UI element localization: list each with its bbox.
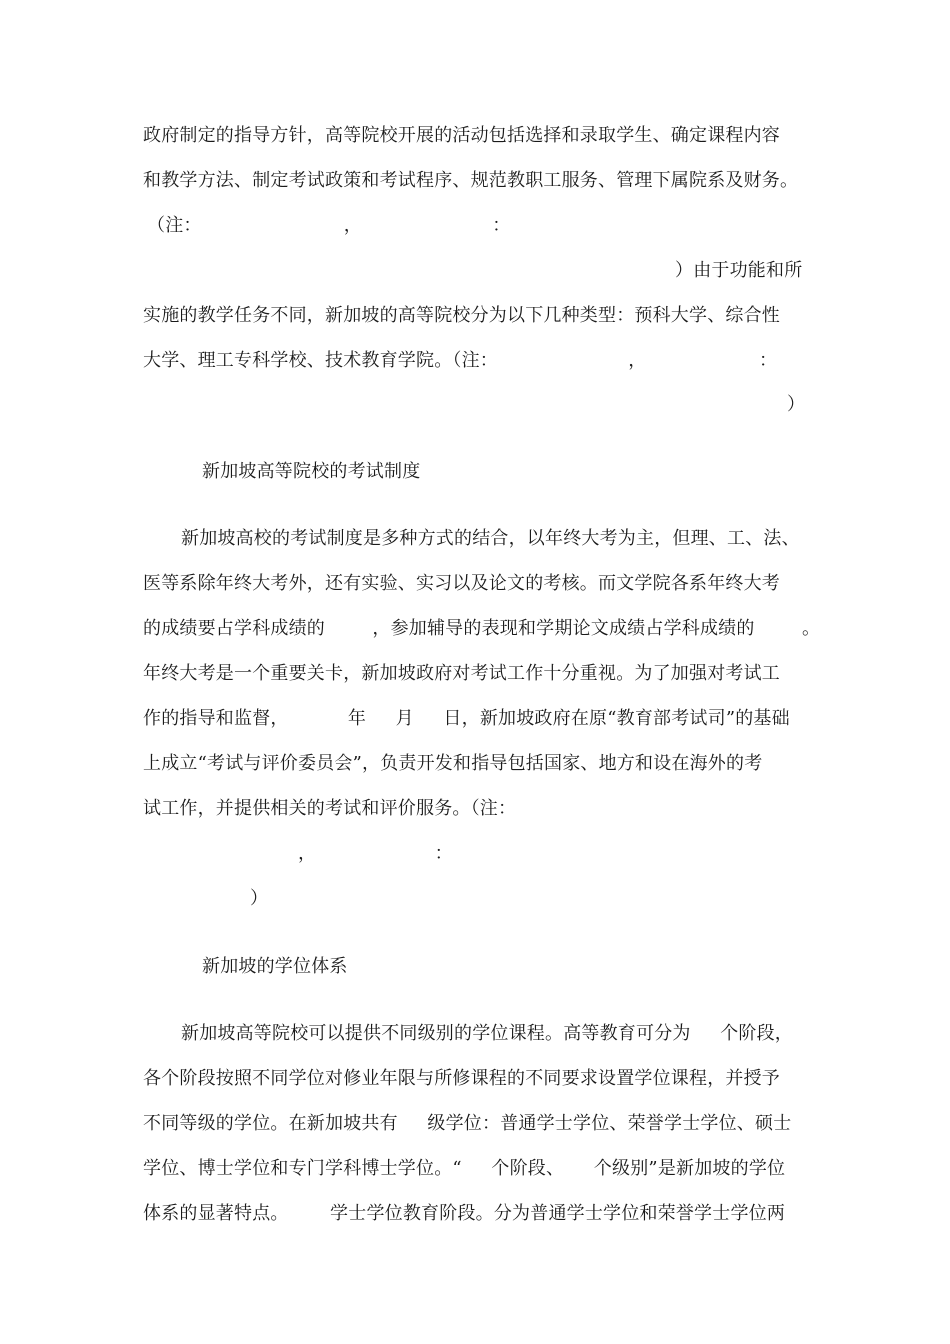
paragraph-line: 的成绩要占学科成绩的 ，参加辅导的表现和学期论文成绩占学科成绩的 。 — [143, 618, 821, 639]
section-heading: 新加坡的学位体系 — [202, 956, 348, 977]
paragraph-line: 实施的教学任务不同，新加坡的高等院校分为以下几种类型：预科大学、综合性 — [143, 305, 780, 326]
paragraph-line: 不同等级的学位。在新加坡共有 级学位：普通学士学位、荣誉学士学位、硕士 — [143, 1113, 792, 1134]
paragraph-line: ）由于功能和所 — [675, 260, 803, 281]
paragraph-line: 新加坡高等院校可以提供不同级别的学位课程。高等教育可分为 个阶段， — [181, 1023, 794, 1044]
paragraph-line: 各个阶段按照不同学位对修业年限与所修课程的不同要求设置学位课程，并授予 — [143, 1068, 780, 1089]
paragraph-line: 作的指导和监督， 年 月 日，新加坡政府在原“教育部考试司”的基础 — [143, 708, 790, 729]
paragraph-line: 医等系除年终大考外，还有实验、实习以及论文的考核。而文学院各系年终大考 — [143, 573, 780, 594]
paragraph-line: 试工作，并提供相关的考试和评价服务。（注： — [143, 798, 517, 819]
note-line: （注： ， ： — [147, 215, 511, 236]
paragraph-line: 新加坡高校的考试制度是多种方式的结合，以年终大考为主，但理、工、法、 — [181, 528, 800, 549]
note-close: ） — [250, 888, 269, 909]
note-close: ） — [787, 394, 806, 415]
paragraph-line: 政府制定的指导方针，高等院校开展的活动包括选择和录取学生、确定课程内容 — [143, 125, 780, 146]
note-line: 大学、理工专科学校、技术教育学院。（注： ， ： — [143, 350, 778, 371]
section-heading: 新加坡高等院校的考试制度 — [202, 461, 421, 482]
paragraph-line: 学位、博士学位和专门学科博士学位。“ 个阶段、 个级别”是新加坡的学位 — [143, 1158, 786, 1179]
paragraph-line: 年终大考是一个重要关卡，新加坡政府对考试工作十分重视。为了加强对考试工 — [143, 663, 780, 684]
paragraph-line: 体系的显著特点。 学士学位教育阶段。分为普通学士学位和荣誉学士学位两 — [143, 1203, 786, 1224]
note-line: ， ： — [298, 843, 453, 864]
paragraph-line: 上成立“考试与评价委员会”，负责开发和指导包括国家、地方和设在海外的考 — [143, 753, 763, 774]
paragraph-line: 和教学方法、制定考试政策和考试程序、规范教职工服务、管理下属院系及财务。 — [143, 170, 799, 191]
